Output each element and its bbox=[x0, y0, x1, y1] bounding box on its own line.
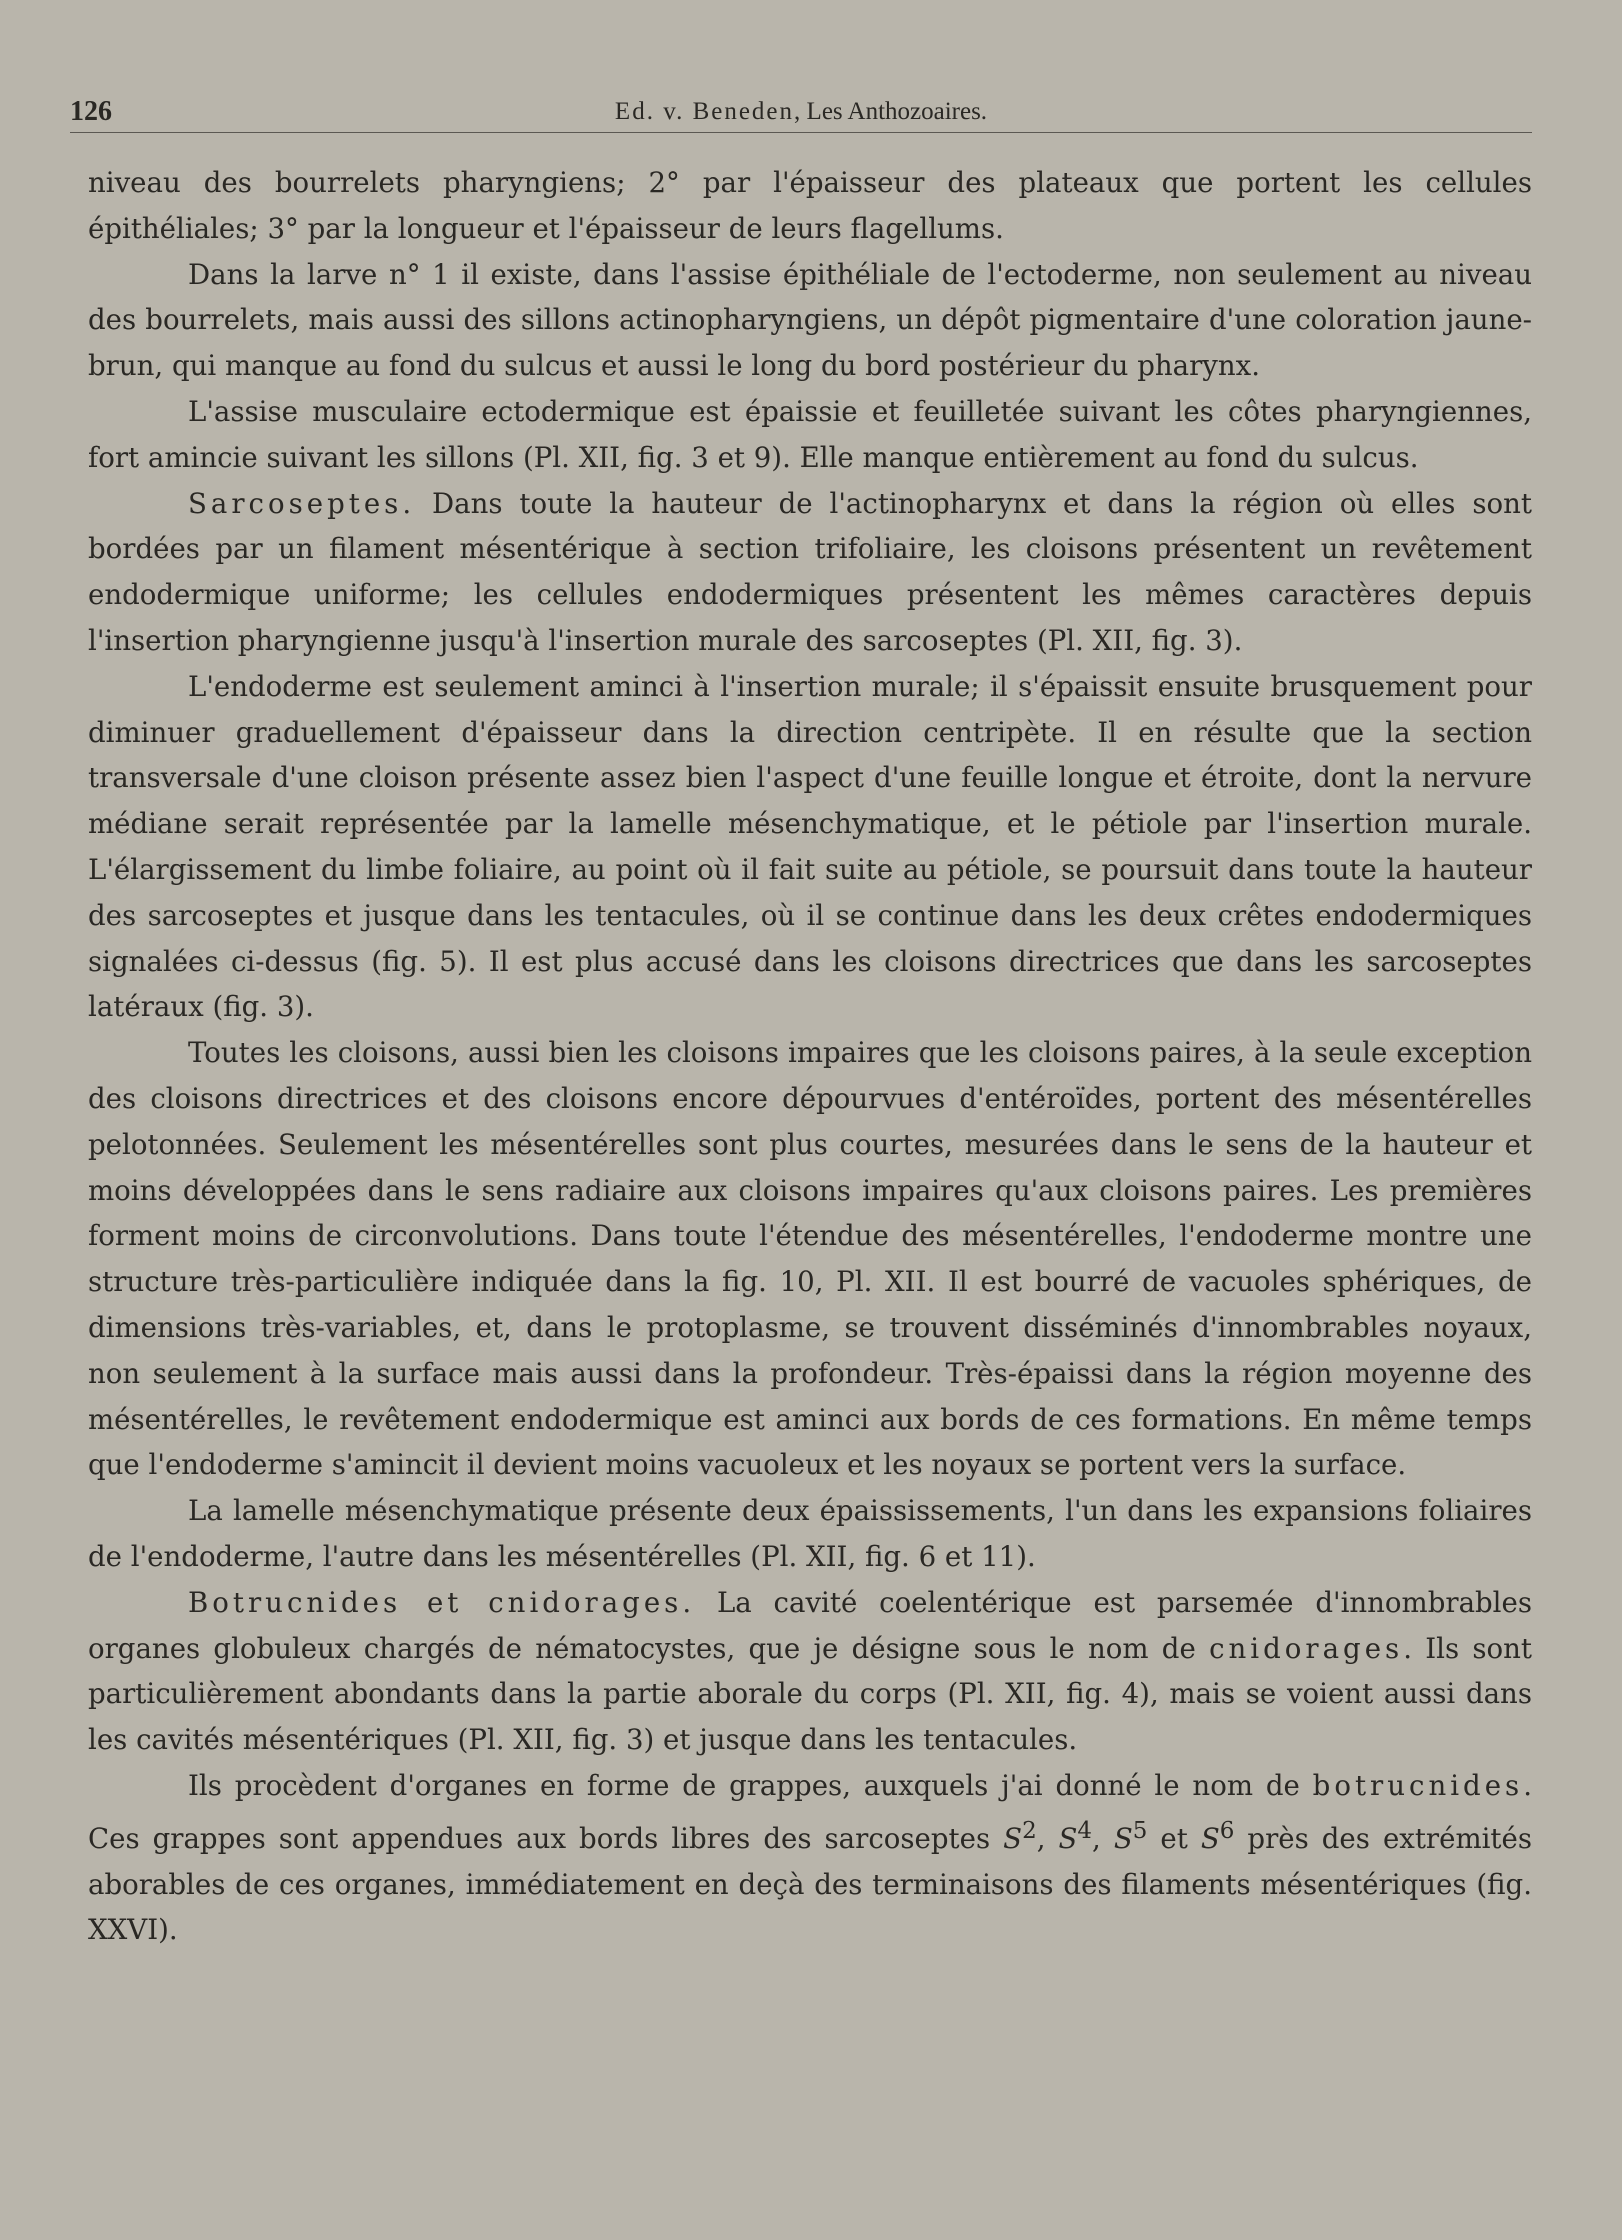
comma: , bbox=[1092, 1821, 1114, 1855]
term-botrucnides: botrucnides bbox=[1312, 1768, 1524, 1802]
paragraph: L'assise musculaire ectodermique est épaissie et feuilletée suivant les côtes pharyngiennes, fort amincie suivant les sillons (Pl. XII, fig. 3 et 9). Elle manque entièrement au fond du sulcus. bbox=[88, 394, 1532, 474]
page-number: 126 bbox=[70, 96, 112, 127]
paragraph-text: La cavité coelentérique est parsemée d'innombrables organes globuleux chargés de nématocystes, que je désigne sous le nom de bbox=[88, 1585, 1532, 1665]
symbol-s: S bbox=[1200, 1821, 1220, 1855]
paragraph-botrucnides bbox=[88, 1580, 1532, 1763]
superscript: 4 bbox=[1077, 1817, 1093, 1844]
superscript: 2 bbox=[1022, 1817, 1037, 1844]
text-body bbox=[88, 160, 1532, 1953]
paragraph-sarcoseptes bbox=[88, 481, 1532, 664]
paragraph: Toutes les cloisons, aussi bien les cloisons impaires que les cloisons paires, à la seule exception des cloisons directrices et des cloisons encore dépourvues d'entéroïdes, portent des mésentérelles pelotonnées. Seulement les mésentérelles sont plus courtes, mesurées dans le sens de la hauteur et moins développées dans le sens radiaire aux cloisons impaires qu'aux cloisons paires. Les premières forment moins de circonvolutions. Dans toute l'étendue des mésentérelles, l'endoderme montre une structure très-particulière indiquée dans la fig. 10, Pl. XII. Il est bourré de vacuoles sphériques, de dimensions très-variables, et, dans le protoplasme, se trouvent disséminés d'innombrables noyaux, non seulement à la surface mais aussi dans la profondeur. Très-épaissi dans la région moyenne des mésentérelles, le revêtement endodermique est aminci aux bords de ces formations. En même temps que l'endoderme s'amincit il devient moins vacuoleux et les noyaux se portent vers la surface. bbox=[88, 1036, 1532, 1482]
title-separator: , bbox=[794, 98, 807, 125]
symbol-s: S bbox=[1058, 1821, 1078, 1855]
section-heading-botrucnides: Botrucnides et cnidorages. bbox=[188, 1585, 696, 1619]
paragraph-text: Dans toute la hauteur de l'actinopharynx et dans la région où elles sont bordées par un filament mésentérique à section trifoliaire, les cloisons présentent un revêtement endodermique uniforme; les cellules endodermiques présentent les mêmes caractères depuis l'insertion pharyngienne jusqu'à l'insertion murale des sarcoseptes (Pl. XII, fig. 3). bbox=[88, 486, 1532, 657]
author-name: Ed. v. Beneden bbox=[614, 98, 795, 125]
superscript: 5 bbox=[1132, 1817, 1148, 1844]
paragraph: La lamelle mésenchymatique présente deux épaississements, l'un dans les expansions foliaires de l'endoderme, l'autre dans les mésentérelles (Pl. XII, fig. 6 et 11). bbox=[88, 1494, 1532, 1573]
term-cnidorages: cnidorages bbox=[1209, 1631, 1404, 1665]
symbol-s: S bbox=[1003, 1821, 1023, 1855]
paragraph-continued: niveau des bourrelets pharyngiens; 2° par l'épaisseur des plateaux que portent les cellules épithéliales; 3° par la longueur et l'épaisseur de leurs flagellums. bbox=[88, 166, 1532, 245]
paragraph-text: . Ces grappes sont appendues aux bords libres des sarcoseptes bbox=[88, 1768, 1532, 1855]
paragraph-grappes bbox=[88, 1763, 1532, 1953]
symbol-s: S bbox=[1113, 1821, 1133, 1855]
running-head bbox=[70, 96, 1532, 133]
paragraph: Dans la larve n° 1 il existe, dans l'assise épithéliale de l'ectoderme, non seulement au niveau des bourrelets, mais aussi des sillons actinopharyngiens, un dépôt pigmentaire d'une coloration jaune-brun, qui manque au fond du sulcus et aussi le long du bord postérieur du pharynx. bbox=[88, 257, 1532, 383]
conjunction: et bbox=[1147, 1821, 1201, 1855]
paragraph-text: près des extrémités aborables de ces organes, immédiatement en deçà des terminaisons des filaments mésentériques (fig. XXVI). bbox=[88, 1821, 1533, 1947]
running-title bbox=[70, 98, 1532, 126]
book-title: Les Anthozoaires. bbox=[806, 98, 988, 125]
paragraph-text: . Ils sont particulièrement abondants dans la partie aborale du corps (Pl. XII, fig. 4), mais se voient aussi dans les cavités mésentériques (Pl. XII, fig. 3) et jusque dans les tentacules. bbox=[88, 1631, 1532, 1757]
comma: , bbox=[1036, 1821, 1059, 1855]
superscript: 6 bbox=[1219, 1817, 1235, 1844]
paragraph: L'endoderme est seulement aminci à l'insertion murale; il s'épaissit ensuite brusquement pour diminuer graduellement d'épaisseur dans la direction centripète. Il en résulte que la section transversale d'une cloison présente assez bien l'aspect d'une feuille longue et étroite, dont la nervure médiane serait représentée par la lamelle mésenchymatique, et le pétiole par l'insertion murale. L'élargissement du limbe foliaire, au point où il fait suite au pétiole, se poursuit dans toute la hauteur des sarcoseptes et jusque dans les tentacules, où il se continue dans les deux crêtes endodermiques signalées ci-dessus (fig. 5). Il est plus accusé dans les cloisons directrices que dans les sarcoseptes latéraux (fig. 3). bbox=[88, 669, 1532, 1024]
paragraph-text: Ils procèdent d'organes en forme de grappes, auxquels j'ai donné le nom de bbox=[188, 1768, 1313, 1802]
section-heading-sarcoseptes: Sarcoseptes. bbox=[188, 486, 416, 520]
